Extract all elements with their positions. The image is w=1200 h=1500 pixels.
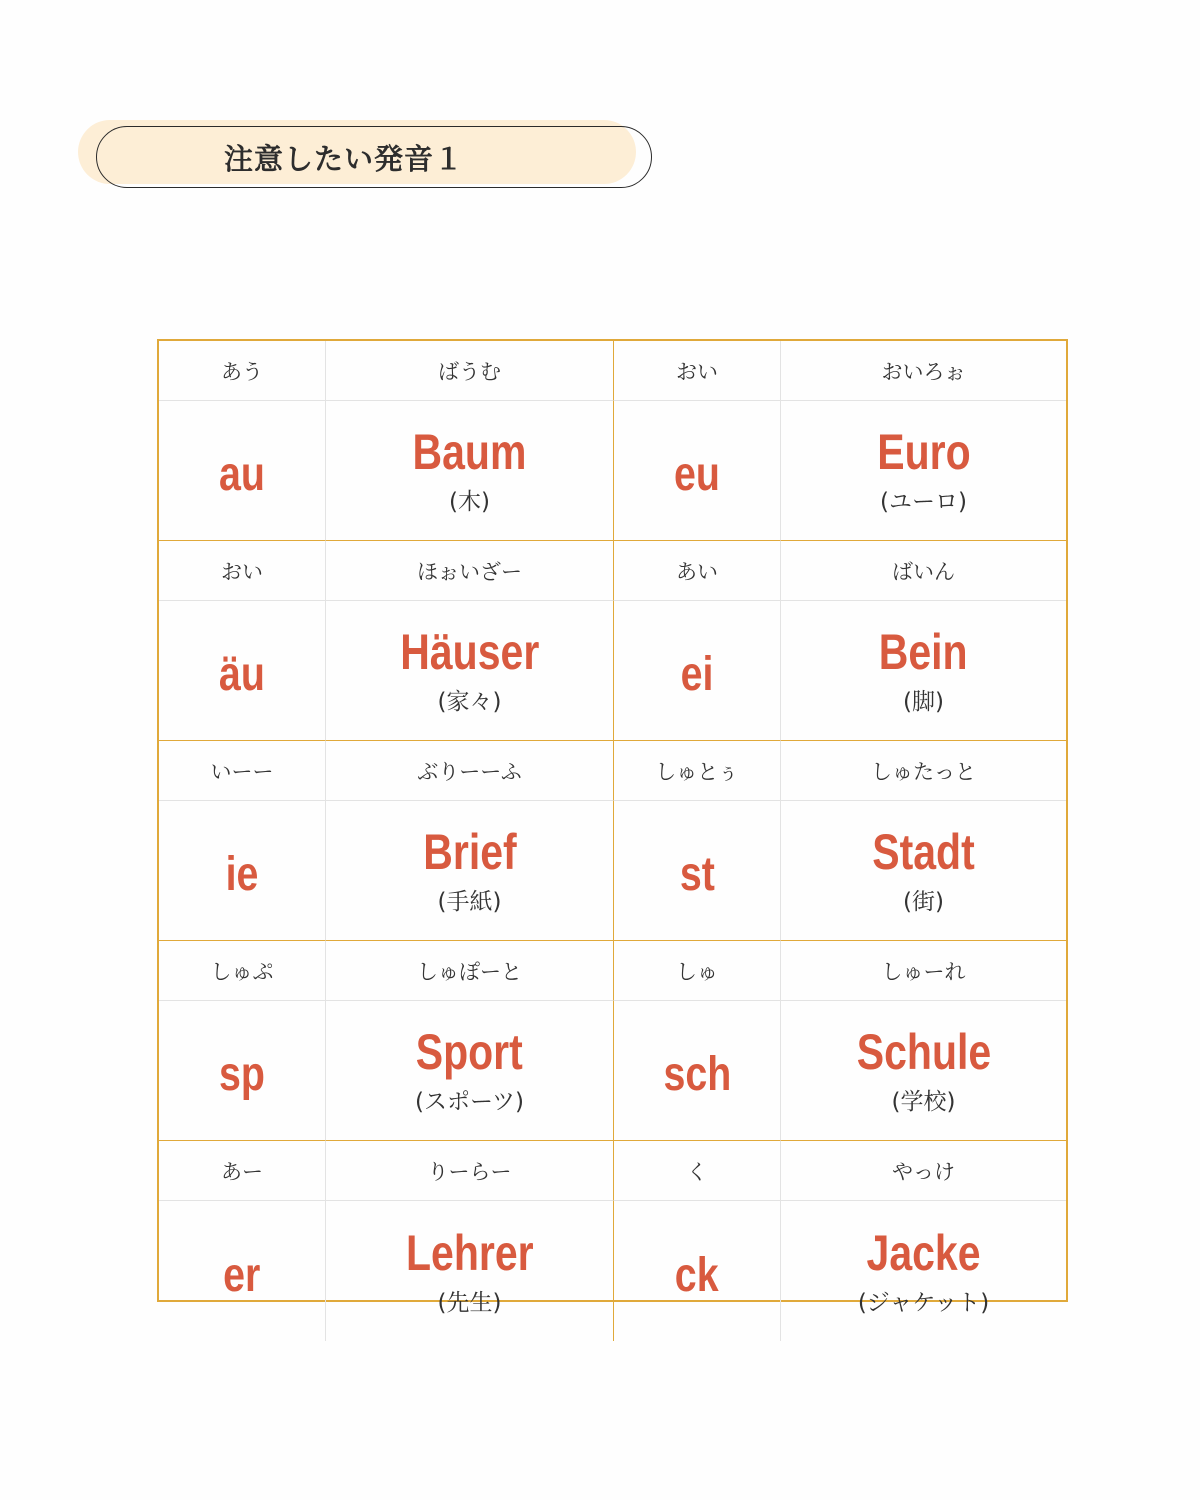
word-meaning: (ユーロ) — [880, 489, 967, 515]
example-word-cell — [781, 1201, 1066, 1341]
word-reading: しゅたっと — [781, 741, 1066, 801]
example-word: Brief — [422, 824, 517, 880]
example-word: Lehrer — [405, 1224, 534, 1281]
example-word: Baum — [412, 424, 527, 480]
combo-reading: しゅぷ — [159, 941, 326, 1001]
example-word-cell — [326, 1201, 614, 1341]
word-meaning: (家々) — [437, 689, 502, 715]
combo-reading: く — [614, 1141, 781, 1201]
combo-reading: おい — [614, 341, 781, 401]
word-meaning: (街) — [903, 889, 944, 915]
letter-combination: sch — [663, 1048, 731, 1101]
example-word: Bein — [879, 624, 968, 680]
combo-reading: あう — [159, 341, 326, 401]
page-title: 注意したい発音１ — [223, 141, 464, 176]
letter-combination: st — [679, 848, 715, 901]
letter-combination-cell — [159, 1001, 326, 1141]
letter-combination: äu — [219, 648, 265, 701]
word-reading: しゅぽーと — [326, 941, 614, 1001]
letter-combination: ei — [680, 648, 714, 701]
word-meaning: (ジャケット) — [857, 1289, 990, 1316]
example-word: Jacke — [866, 1224, 981, 1281]
example-word-cell — [781, 401, 1066, 541]
example-word-cell — [781, 1001, 1066, 1141]
example-word: Häuser — [399, 624, 540, 680]
example-word-cell — [326, 801, 614, 941]
combo-reading: あい — [614, 541, 781, 601]
example-word: Euro — [876, 424, 971, 480]
letter-combination-cell — [159, 1201, 326, 1341]
example-word: Stadt — [872, 824, 975, 880]
combo-reading: いーー — [159, 741, 326, 801]
word-meaning: (先生) — [437, 1289, 502, 1316]
letter-combination-cell — [159, 601, 326, 741]
example-word-cell — [781, 801, 1066, 941]
letter-combination: eu — [674, 448, 720, 501]
combo-reading: しゅ — [614, 941, 781, 1001]
word-meaning: (スポーツ) — [414, 1089, 525, 1115]
combo-reading: しゅとぅ — [614, 741, 781, 801]
letter-combination: ck — [675, 1248, 719, 1302]
example-word: Schule — [856, 1024, 991, 1080]
letter-combination-cell — [614, 801, 781, 941]
word-reading: しゅーれ — [781, 941, 1066, 1001]
letter-combination-cell — [159, 401, 326, 541]
combo-reading: あー — [159, 1141, 326, 1201]
example-word-cell — [326, 601, 614, 741]
word-reading: りーらー — [326, 1141, 614, 1201]
pronunciation-table — [157, 339, 1068, 1316]
example-word-cell — [326, 401, 614, 541]
word-reading: ほぉいざー — [326, 541, 614, 601]
word-meaning: (木) — [449, 489, 490, 515]
letter-combination-cell — [614, 1201, 781, 1341]
letter-combination: ie — [225, 848, 259, 901]
letter-combination: au — [219, 448, 265, 501]
word-reading: ばうむ — [326, 341, 614, 401]
word-reading: ぶりーーふ — [326, 741, 614, 801]
letter-combination-cell — [614, 1001, 781, 1141]
example-word-cell — [326, 1001, 614, 1141]
combo-reading: おい — [159, 541, 326, 601]
letter-combination: sp — [219, 1048, 265, 1101]
word-reading: やっけ — [781, 1141, 1066, 1201]
letter-combination-cell — [159, 801, 326, 941]
letter-combination-cell — [614, 601, 781, 741]
word-meaning: (学校) — [891, 1089, 956, 1115]
letter-combination: er — [223, 1248, 261, 1302]
word-meaning: (脚) — [903, 689, 944, 715]
word-reading: おいろぉ — [781, 341, 1066, 401]
word-reading: ばいん — [781, 541, 1066, 601]
example-word-cell — [781, 601, 1066, 741]
letter-combination-cell — [614, 401, 781, 541]
word-meaning: (手紙) — [437, 889, 502, 915]
example-word: Sport — [415, 1024, 524, 1080]
